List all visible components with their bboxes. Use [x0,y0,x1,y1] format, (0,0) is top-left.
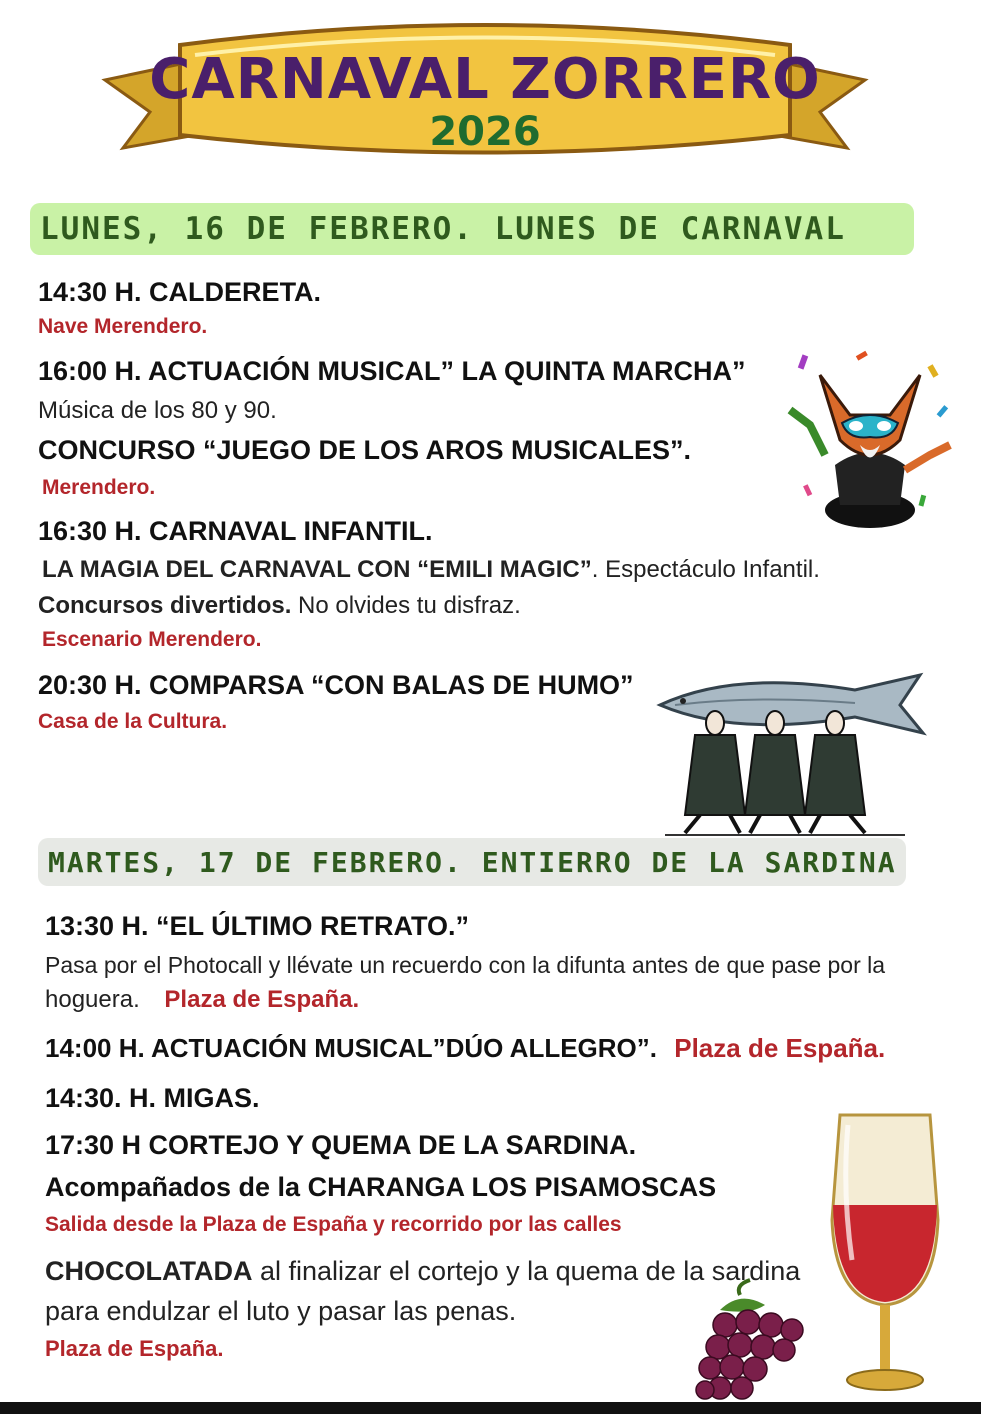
chocolatada-plain-2: para endulzar el luto y pasar las penas. [45,1296,517,1326]
contests-bold: Concursos divertidos. [38,592,292,619]
fox-mascot-illustration [780,345,960,535]
musical-title: 16:00 H. ACTUACIÓN MUSICAL” LA QUINTA MARCHA” [38,356,746,386]
infantil-title: 16:30 H. CARNAVAL INFANTIL. [38,516,433,546]
comparsa-title: 20:30 H. COMPARSA “CON BALAS DE HUMO” [38,670,634,700]
cortejo-subtitle: Acompañados de la CHARANGA LOS PISAMOSCAS [45,1172,717,1202]
infantil-contests [38,592,521,620]
chocolatada-bold: CHOCOLATADA [45,1256,253,1286]
retrato-title: 13:30 H. “EL ÚLTIMO RETRATO.” [45,911,470,941]
retrato-desc-2-line [45,986,359,1014]
musical-desc: Música de los 80 y 90. [38,397,277,424]
cortejo-title: 17:30 H CORTEJO Y QUEMA DE LA SARDINA. [45,1130,637,1160]
magic-plain: . Espectáculo Infantil. [591,556,820,583]
cortejo-route: Salida desde la Plaza de España y recorrido por las calles [45,1213,622,1236]
sardine-carriers-illustration [655,665,930,840]
comparsa-location: Casa de la Cultura. [38,710,228,733]
chocolatada-location: Plaza de España. [45,1336,224,1361]
caldereta-location: Nave Merendero. [38,315,208,338]
migas-title: 14:30. H. MIGAS. [45,1083,260,1113]
concurso-location: Merendero. [42,476,156,499]
title-banner [95,10,875,175]
caldereta-title: 14:30 H. CALDERETA. [38,277,322,307]
wine-glass-grapes-illustration [680,1110,950,1400]
contests-plain: No olvides tu disfraz. [291,592,521,619]
chocolatada-plain-1: al finalizar el cortejo y la quema de la sardina [252,1256,801,1286]
retrato-desc-2: hoguera. [45,986,140,1013]
bottom-border [0,1402,981,1414]
concurso-title: CONCURSO “JUEGO DE LOS AROS MUSICALES”. [38,435,692,465]
day1-heading: LUNES, 16 DE FEBRERO. LUNES DE CARNAVAL [30,203,914,255]
day2-heading: MARTES, 17 DE FEBRERO. ENTIERRO DE LA SARDINA [38,838,906,886]
banner-year: 2026 [429,109,541,155]
duo-line [45,1033,885,1064]
magic-bold: LA MAGIA DEL CARNAVAL CON “EMILI MAGIC” [42,556,592,583]
duo-location: Plaza de España. [674,1033,886,1063]
retrato-desc-1: Pasa por el Photocall y llévate un recuerdo con la difunta antes de que pase por la [45,952,886,978]
infantil-location: Escenario Merendero. [42,628,262,651]
banner-title: CARNAVAL ZORRERO [149,47,821,112]
duo-title: 14:00 H. ACTUACIÓN MUSICAL”DÚO ALLEGRO”. [45,1033,657,1063]
retrato-location: Plaza de España. [164,986,360,1013]
infantil-magic [42,556,820,584]
